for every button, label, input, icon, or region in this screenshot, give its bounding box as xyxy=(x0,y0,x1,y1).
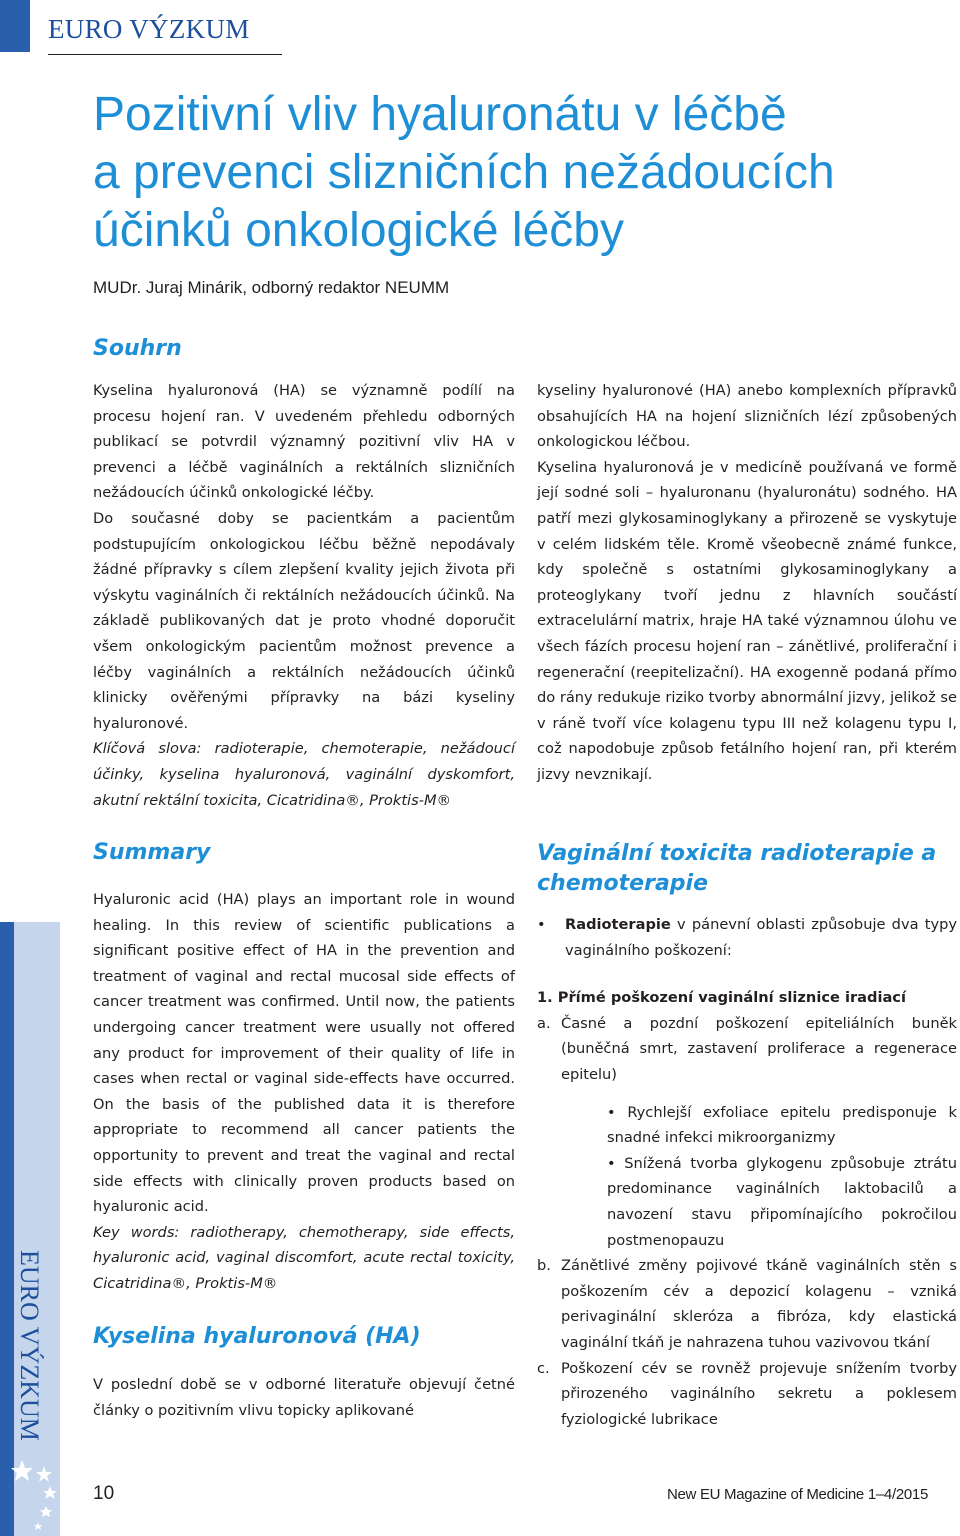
right-column-body xyxy=(537,378,957,788)
souhrn-paragraph: Do současné doby se pacientkám a pacientům podstupujícím onkologickou léčbu běžně nepodávaly žádné přípravky s cílem zlepšení kvality jejich života při výskytu vaginálních či rektálních nežádoucích účinků. Na základě publikovaných dat je proto vhodné doporučit všem onkologickým pacientům možnost prevence a léčby vaginálních a rektálních nežádoucích účinků klinicky ověřenými přípravky na bázi kyseliny hyaluronové. xyxy=(93,509,515,732)
numbered-heading: 1. Přímé poškození vaginální sliznice iradiací xyxy=(537,989,906,1007)
item-marker: a. xyxy=(537,1014,551,1032)
corner-tab xyxy=(0,0,30,52)
header-rule xyxy=(48,54,282,55)
item-text: Zánětlivé změny pojivové tkáně vaginálních stěn s poškozením cév a depozicí kolagenu – vzniká perivaginální skleróza a fibróza, kdy elastická vaginální tkáň je nahrazena tuhou vazivovou tkání xyxy=(561,1257,957,1351)
item-text: Časné a pozdní poškození epiteliálních buněk (buněčná smrt, zastavení proliferace a regenerace epitelu) xyxy=(561,1014,957,1083)
souhrn-body xyxy=(93,378,515,813)
summary-keywords: Key words: radiotherapy, chemotherapy, side effects, hyaluronic acid, vaginal discomfort, acute rectal toxicity, Cicatridina®, Proktis-M® xyxy=(93,1223,515,1292)
sub-item: • Snížená tvorba glykogenu způsobuje ztrátu predominance vaginálních laktobacilů a navození stavu připomínajícího pokročilou postmenopauzu xyxy=(607,1154,957,1249)
vaginal-toxicity-list xyxy=(537,912,957,1432)
article-title xyxy=(93,86,943,260)
title-line: a prevenci slizničních nežádoucích xyxy=(93,146,835,199)
right-paragraph: Kyselina hyaluronová je v medicíně používaná ve formě její sodné soli – hyaluronanu (hyaluronátu) sodného. HA patří mezi glykosaminoglykany a přirozeně se vyskytuje v celém lidském těle. Kromě všeobecně známé funkce, kdy společně s ostatními glykosaminoglykany a proteoglykany tvoří jednu z hlavních součástí extracelulární matrix, hraje HA také významnou úlohu ve všech fázích procesu hojení ran – zánětlivé, proliferační i regenerační (reepitelizační). HA exogenně podaná přímo do rány redukuje riziko tvorby abnormální jizvy, jelikož se v ráně tvoří více kolagenu typu III než kolagenu typu I, což napodobuje způsob fetálního hojení ran, při kterém jizvy nevznikají. xyxy=(537,458,957,783)
author-line: MUDr. Juraj Minárik, odborný redaktor NEUMM xyxy=(93,278,450,297)
side-section-label: EURO VÝZKUM xyxy=(15,1250,44,1441)
page-number: 10 xyxy=(93,1483,115,1504)
right-paragraph: kyseliny hyaluronové (HA) anebo komplexních přípravků obsahujících HA na hojení slizničních lézí způsobených onkologickou léčbou. xyxy=(537,382,957,451)
souhrn-heading: Souhrn xyxy=(93,336,182,361)
list-item xyxy=(537,1356,957,1433)
list-item xyxy=(537,1253,957,1355)
summary-paragraph: Hyaluronic acid (HA) plays an important role in wound healing. In this review of scientific publications a significant positive effect of HA in the prevention and treatment of vaginal and rectal mucosal side effects of cancer treatment was confirmed. Until now, the patients undergoing cancer treatment were usually not offered any product for improvement of their quality of life in cases when rectal or vaginal side-effects have occurred. On the basis of the published data it is therefore appropriate to recommend all cancer patients the opportunity to prevent and treat the vaginal and rectal side effects with clinically proven products based on hyaluronic acid. xyxy=(93,891,515,1216)
souhrn-paragraph: Kyselina hyaluronová (HA) se významně podílí na procesu hojení ran. V uvedeném přehledu odborných publikací se potvrdil významný pozitivní vliv HA v prevenci a léčbě vaginálních a rektálních slizničních nežádoucích účinků onkologické léčby. xyxy=(93,382,515,502)
list-item xyxy=(537,912,957,963)
bullet-mark: • xyxy=(537,916,546,933)
souhrn-keywords: Klíčová slova: radioterapie, chemoterapie, nežádoucí účinky, kyselina hyaluronová, vaginální dyskomfort, akutní rektální toxicita, Cicatridina®, Proktis-M® xyxy=(93,740,515,809)
publication-title: New EU Magazine of Medicine 1–4/2015 xyxy=(666,1486,928,1503)
ha-paragraph: V poslední době se v odborné literatuře objevují četné články o pozitivním vlivu topicky aplikované xyxy=(93,1376,515,1419)
title-line: Pozitivní vliv hyaluronátu v léčbě xyxy=(93,88,787,141)
list-item xyxy=(537,1011,957,1088)
ha-body xyxy=(93,1372,515,1423)
section-label: EURO VÝZKUM xyxy=(48,14,250,44)
bullet-text: v pánevní oblasti způsobuje dva typy vaginálního poškození: xyxy=(565,916,957,959)
item-marker: c. xyxy=(537,1359,550,1377)
bullet-bold: Radioterapie xyxy=(565,916,671,933)
vaginal-toxicity-heading: Vaginální toxicita radioterapie a chemoterapie xyxy=(537,841,937,896)
item-text: Poškození cév se rovněž projevuje snížením tvorby přirozeného vaginálního sekretu a poklesem fyziologické lubrikace xyxy=(561,1359,957,1428)
ha-heading: Kyselina hyaluronová (HA) xyxy=(93,1324,421,1349)
title-line: účinků onkologické léčby xyxy=(93,204,624,257)
summary-heading: Summary xyxy=(93,840,211,865)
sub-list xyxy=(537,1100,957,1254)
summary-body xyxy=(93,887,515,1297)
item-marker: b. xyxy=(537,1257,551,1275)
sub-item: • Rychlejší exfoliace epitelu predisponuje k snadné infekci mikroorganizmy xyxy=(607,1103,957,1147)
eu-stars-icon xyxy=(0,1440,80,1536)
